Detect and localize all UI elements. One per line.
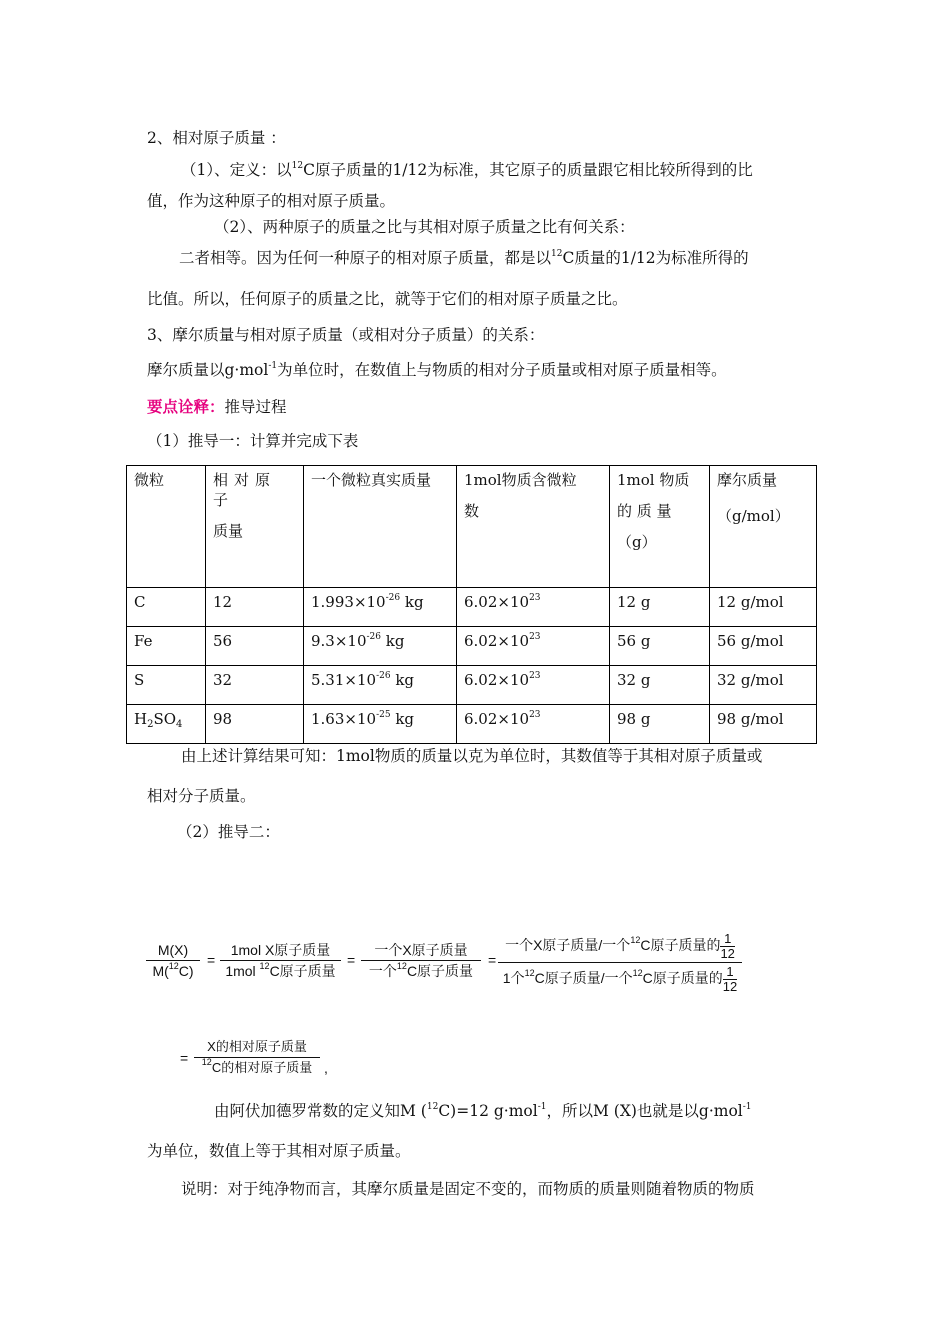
cell-particle: $H_2SO_4$ (127, 705, 206, 744)
cell-molar-mass: 12 g/mol (710, 588, 817, 627)
key-point-line: 要点诠释：推导过程 (147, 397, 287, 416)
header-relative-mass: 相对原子 质量 (206, 466, 304, 588)
cell-particle: Fe (127, 627, 206, 666)
fraction-one-atom: 一个X原子质量 一个$^{12}$C原子质量 (361, 941, 481, 980)
fraction-mx-over-mc: M(X) M($^{12}$C) (146, 941, 200, 980)
formula-comma: , (324, 1060, 328, 1076)
cell-relative-mass: 56 (206, 627, 304, 666)
definition-line-2: 值，作为这种原子的相对原子质量。 (147, 192, 396, 210)
conclusion-1-line-2: 相对分子质量。 (147, 787, 256, 805)
section-2-heading: 2、相对原子质量 ： (147, 129, 286, 147)
table-header-row (127, 466, 817, 588)
fraction-ratio: 一个X原子质量/一个$^{12}$C原子质量的 $\frac{1}{12}$ 1个$^{12}$C原子质量/一个$^{12}$C原子质量的 $\frac{1}{12}$ (498, 931, 742, 994)
cell-relative-mass: 98 (206, 705, 304, 744)
conclusion-1-line-1: 由上述计算结果可知：1mol物质的质量以克为单位时，其数值等于其相对原子质量或 (181, 747, 763, 765)
answer-line-1: 二者相等。因为任何一种原子的相对原子质量，都是以$^{12}$C质量的1/12为标准所得的 (179, 249, 749, 267)
cell-relative-mass: 32 (206, 666, 304, 705)
key-point-label: 要点诠释： (147, 397, 225, 416)
header-mass-1mol: 1mol 物质 的 质 量 （g） (610, 466, 710, 588)
conclusion-2-line-1: 由阿伏加德罗常数的定义知M ($^{12}$C)=12 g·mol$^{-1}$，所以M (X)也就是以g·mol$^{-1}$ (214, 1102, 752, 1120)
equals-sign: = (488, 952, 497, 968)
table-row (127, 588, 817, 627)
definition-line-1: （1）、定义：以$^{12}$C原子质量的1/12为标准，其它原子的质量跟它相比较所得到的比 (181, 161, 753, 179)
cell-real-mass: $5.31\times 10^{-26}$ kg (304, 666, 457, 705)
cell-molar-mass: 32 g/mol (710, 666, 817, 705)
table-row (127, 705, 817, 744)
section-3-heading: 3、摩尔质量与相对原子质量（或相对分子质量）的关系： (147, 326, 545, 344)
answer-line-2: 比值。所以，任何原子的质量之比，就等于它们的相对原子质量之比。 (147, 290, 628, 308)
fraction-1mol: 1mol X原子质量 1mol $^{12}$C原子质量 (220, 941, 341, 980)
cell-particle: C (127, 588, 206, 627)
equals-sign: = (207, 952, 216, 968)
cell-molar-mass: 56 g/mol (710, 627, 817, 666)
cell-mass-1mol: 56 g (610, 627, 710, 666)
cell-particle-count: $6.02\times 10^{23}$ (457, 666, 610, 705)
conclusion-2-line-2: 为单位，数值上等于其相对原子质量。 (147, 1142, 411, 1160)
header-particle-count: 1mol物质含微粒 数 (457, 466, 610, 588)
cell-mass-1mol: 12 g (610, 588, 710, 627)
cell-particle-count: $6.02\times 10^{23}$ (457, 588, 610, 627)
cell-particle-count: $6.02\times 10^{23}$ (457, 627, 610, 666)
derivation-2-title: （2）推导二： (177, 823, 280, 841)
table-row (127, 666, 817, 705)
cell-real-mass: $1.993\times 10^{-26}$ kg (304, 588, 457, 627)
calc-table (126, 465, 817, 744)
cell-mass-1mol: 98 g (610, 705, 710, 744)
header-real-mass: 一个微粒真实质量 (304, 466, 457, 588)
molar-mass-statement: 摩尔质量以g·mol$^{-1}$为单位时，在数值上与物质的相对分子质量或相对原子质量相等。 (147, 361, 727, 379)
header-molar-mass: 摩尔质量 （g/mol） (710, 466, 817, 588)
derivation-1-title: （1）推导一：计算并完成下表 (147, 432, 359, 450)
cell-real-mass: $9.3\times 10^{-26}$ kg (304, 627, 457, 666)
table-row (127, 627, 817, 666)
cell-particle-count: $6.02\times 10^{23}$ (457, 705, 610, 744)
equals-sign: = (347, 952, 356, 968)
cell-relative-mass: 12 (206, 588, 304, 627)
cell-particle: S (127, 666, 206, 705)
cell-molar-mass: 98 g/mol (710, 705, 817, 744)
question-2: （2）、两种原子的质量之比与其相对原子质量之比有何关系： (214, 218, 635, 236)
cell-mass-1mol: 32 g (610, 666, 710, 705)
note-line: 说明：对于纯净物而言，其摩尔质量是固定不变的，而物质的质量则随着物质的物质 (181, 1180, 755, 1198)
equals-sign: = (180, 1050, 189, 1066)
fraction-relative-mass: X的相对原子质量 $^{12}$C的相对原子质量 (194, 1038, 320, 1077)
header-particle: 微粒 (127, 466, 206, 588)
cell-real-mass: $1.63\times 10^{-25}$ kg (304, 705, 457, 744)
